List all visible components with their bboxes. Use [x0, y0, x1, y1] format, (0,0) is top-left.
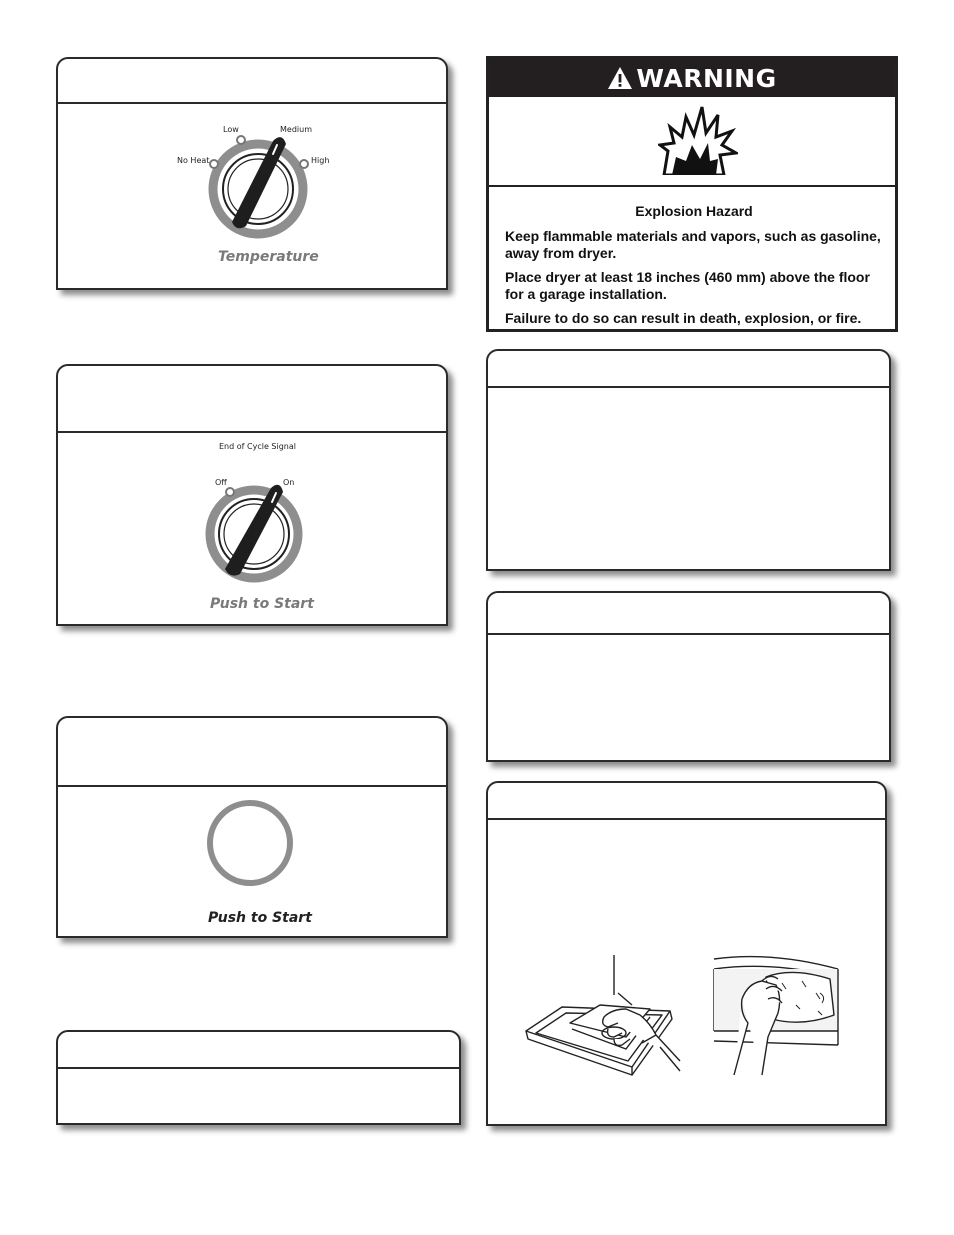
- signal-caption: Push to Start: [210, 596, 314, 612]
- warning-title: Explosion Hazard: [635, 203, 753, 219]
- warning-line-3: Failure to do so can result in death, explosion, or fire.: [505, 310, 862, 326]
- signal-dial-title: End of Cycle Signal: [219, 442, 296, 451]
- signal-label-on: On: [283, 478, 295, 487]
- right-panel-1-header: [488, 351, 889, 388]
- temperature-caption: Temperature: [218, 249, 319, 265]
- start-panel-header: [58, 718, 446, 787]
- warning-box: [486, 56, 898, 332]
- warning-line-2: Place dryer at least 18 inches (460 mm) above the floor for a garage installation.: [505, 269, 870, 302]
- signal-panel-header: [58, 366, 446, 433]
- right-panel-1: [486, 349, 891, 571]
- right-panel-2: [486, 591, 891, 762]
- signal-dial[interactable]: [58, 466, 450, 616]
- temperature-dial[interactable]: [58, 104, 450, 294]
- start-caption: Push to Start: [208, 910, 312, 926]
- temperature-panel: [56, 57, 448, 290]
- temperature-panel-header: [58, 59, 446, 104]
- empty-panel-left: [56, 1030, 461, 1125]
- warning-text: [505, 203, 883, 334]
- signal-label-off: Off: [215, 478, 227, 487]
- lint-housing-illustration: [712, 953, 844, 1078]
- signal-panel: [56, 364, 448, 626]
- right-panel-3: [486, 781, 887, 1126]
- empty-panel-left-header: [58, 1032, 459, 1069]
- temperature-label-no-heat: No Heat: [177, 156, 210, 165]
- explosion-icon: [658, 105, 738, 175]
- warning-triangle-icon: [607, 66, 633, 90]
- warning-line-1: Keep flammable materials and vapors, such as gasoline, away from dryer.: [505, 228, 881, 261]
- right-panel-3-header: [488, 783, 885, 820]
- start-button[interactable]: [207, 800, 293, 886]
- warning-bar: [489, 59, 895, 97]
- warning-picture: [489, 97, 895, 187]
- lint-screen-illustration: [522, 953, 682, 1098]
- warning-header: WARNING: [636, 63, 777, 93]
- temperature-label-high: High: [311, 156, 330, 165]
- temperature-label-medium: Medium: [280, 125, 312, 134]
- start-panel: [56, 716, 448, 938]
- right-panel-2-header: [488, 593, 889, 635]
- temperature-label-low: Low: [223, 125, 239, 134]
